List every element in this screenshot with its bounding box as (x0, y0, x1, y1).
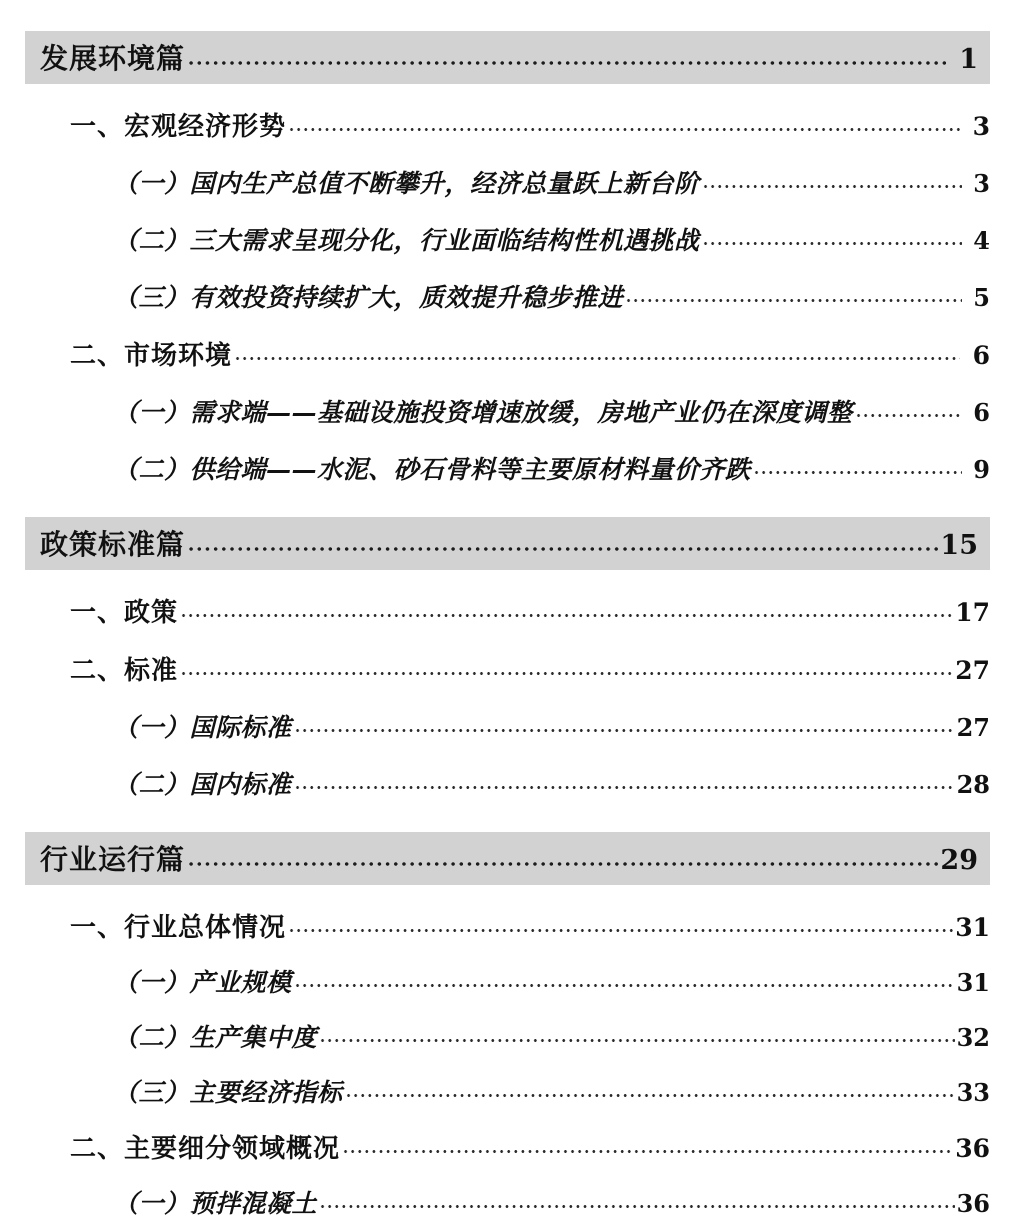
toc-part-heading[interactable] (25, 832, 990, 885)
spacer (0, 687, 1035, 708)
toc-entry-level2[interactable] (113, 450, 990, 486)
toc-entry-level2[interactable] (113, 1184, 990, 1220)
toc-entry-level1[interactable] (70, 1128, 990, 1165)
dot-leader (625, 281, 962, 306)
toc-part-page-number: 15 (940, 530, 978, 561)
spacer (0, 372, 1035, 393)
toc-entry-title: 二、标准 (70, 656, 179, 686)
toc-part-heading[interactable] (25, 31, 990, 84)
toc-entry-page-number: 5 (973, 283, 990, 312)
spacer (0, 885, 1035, 907)
toc-part-title: 行业运行篇 (40, 843, 186, 876)
toc-entry-page-number: 27 (956, 713, 990, 742)
spacer (0, 143, 1035, 164)
toc-entry-page-number: 36 (955, 1134, 990, 1163)
spacer (0, 257, 1035, 278)
toc-entry-title: 二、市场环境 (70, 341, 233, 371)
toc-entry-level1[interactable] (70, 907, 990, 944)
spacer (0, 944, 1035, 963)
toc-entry-title: （三）主要经济指标 (113, 1078, 343, 1107)
toc-entry-page-number: 32 (956, 1023, 990, 1052)
toc-entry-page-number: 36 (956, 1189, 990, 1218)
toc-part-page-number: 29 (940, 845, 978, 876)
spacer (0, 744, 1035, 765)
toc-entry-level1[interactable] (70, 650, 990, 687)
toc-part-title: 发展环境篇 (40, 42, 186, 75)
dot-leader (294, 711, 955, 736)
toc-entry-title: （二）国内标准 (113, 770, 292, 799)
spacer (0, 801, 1035, 832)
toc-entry-level1[interactable] (70, 106, 990, 143)
toc-entry-level2[interactable] (113, 164, 990, 200)
toc-entry-page-number: 33 (956, 1078, 990, 1107)
toc-entry-page-number: 3 (973, 169, 990, 198)
toc-entry-page-number: 4 (973, 226, 990, 255)
spacer (0, 486, 1035, 517)
dot-leader (234, 338, 960, 364)
dot-leader (187, 538, 938, 554)
dot-leader (294, 966, 955, 991)
toc-entry-level1[interactable] (70, 592, 990, 629)
dot-leader (180, 653, 953, 679)
toc-entry-page-number: 31 (956, 968, 990, 997)
toc-entry-level2[interactable] (113, 278, 990, 314)
toc-entry-page-number: 28 (956, 770, 990, 799)
toc-entry-title: （三）有效投资持续扩大，质效提升稳步推进 (113, 283, 624, 312)
toc-entry-level2[interactable] (113, 765, 990, 801)
toc-entry-level2[interactable] (113, 963, 990, 999)
spacer (0, 1109, 1035, 1128)
dot-leader (702, 224, 962, 249)
toc-entry-title: 一、政策 (70, 598, 179, 628)
toc-entry-title: 一、行业总体情况 (70, 913, 287, 943)
top-spacer (0, 0, 1035, 31)
spacer (0, 314, 1035, 335)
toc-entry-page-number: 6 (973, 398, 990, 427)
toc-entry-title: （一）产业规模 (113, 968, 292, 997)
dot-leader (342, 1131, 953, 1157)
toc-entry-title: （一）国际标准 (113, 713, 292, 742)
toc-part-page-number: 1 (959, 44, 978, 75)
toc-entry-page-number: 9 (973, 455, 990, 484)
spacer (0, 629, 1035, 650)
toc-entry-title: （一）需求端——基础设施投资增速放缓，房地产业仍在深度调整 (113, 398, 853, 427)
spacer (0, 84, 1035, 106)
spacer (0, 200, 1035, 221)
toc-entry-page-number: 17 (955, 598, 990, 627)
dot-leader (345, 1076, 955, 1101)
dot-leader (319, 1187, 955, 1212)
dot-leader (187, 853, 938, 869)
toc-part-title: 政策标准篇 (40, 528, 186, 561)
toc-entry-title: （二）生产集中度 (113, 1023, 318, 1052)
toc-entry-page-number: 27 (955, 656, 990, 685)
toc-entry-level2[interactable] (113, 393, 990, 429)
toc-entry-title: 二、主要细分领域概况 (70, 1134, 341, 1164)
dot-leader (288, 910, 953, 936)
dot-leader (753, 453, 962, 478)
toc-entry-level1[interactable] (70, 335, 990, 372)
dot-leader (855, 396, 962, 421)
spacer (0, 429, 1035, 450)
dot-leader (294, 768, 955, 793)
toc-entry-title: （一）国内生产总值不断攀升，经济总量跃上新台阶 (113, 169, 700, 198)
dot-leader (702, 167, 962, 192)
spacer (0, 1165, 1035, 1184)
toc-entry-level2[interactable] (113, 221, 990, 257)
spacer (0, 999, 1035, 1018)
toc-entry-level2[interactable] (113, 708, 990, 744)
toc-entry-title: （二）供给端——水泥、砂石骨料等主要原材料量价齐跌 (113, 455, 751, 484)
dot-leader (319, 1021, 955, 1046)
dot-leader (288, 109, 960, 135)
toc-entry-page-number: 6 (972, 341, 990, 370)
toc-entry-title: 一、宏观经济形势 (70, 112, 287, 142)
toc-entry-page-number: 3 (972, 112, 990, 141)
toc-entry-title: （二）三大需求呈现分化，行业面临结构性机遇挑战 (113, 226, 700, 255)
spacer (0, 570, 1035, 592)
toc-entry-level2[interactable] (113, 1073, 990, 1109)
toc-entry-page-number: 31 (955, 913, 990, 942)
dot-leader (187, 52, 946, 68)
spacer (0, 1054, 1035, 1073)
toc-part-heading[interactable] (25, 517, 990, 570)
dot-leader (180, 595, 953, 621)
toc-entry-title: （一）预拌混凝土 (113, 1189, 318, 1218)
toc-entry-level2[interactable] (113, 1018, 990, 1054)
